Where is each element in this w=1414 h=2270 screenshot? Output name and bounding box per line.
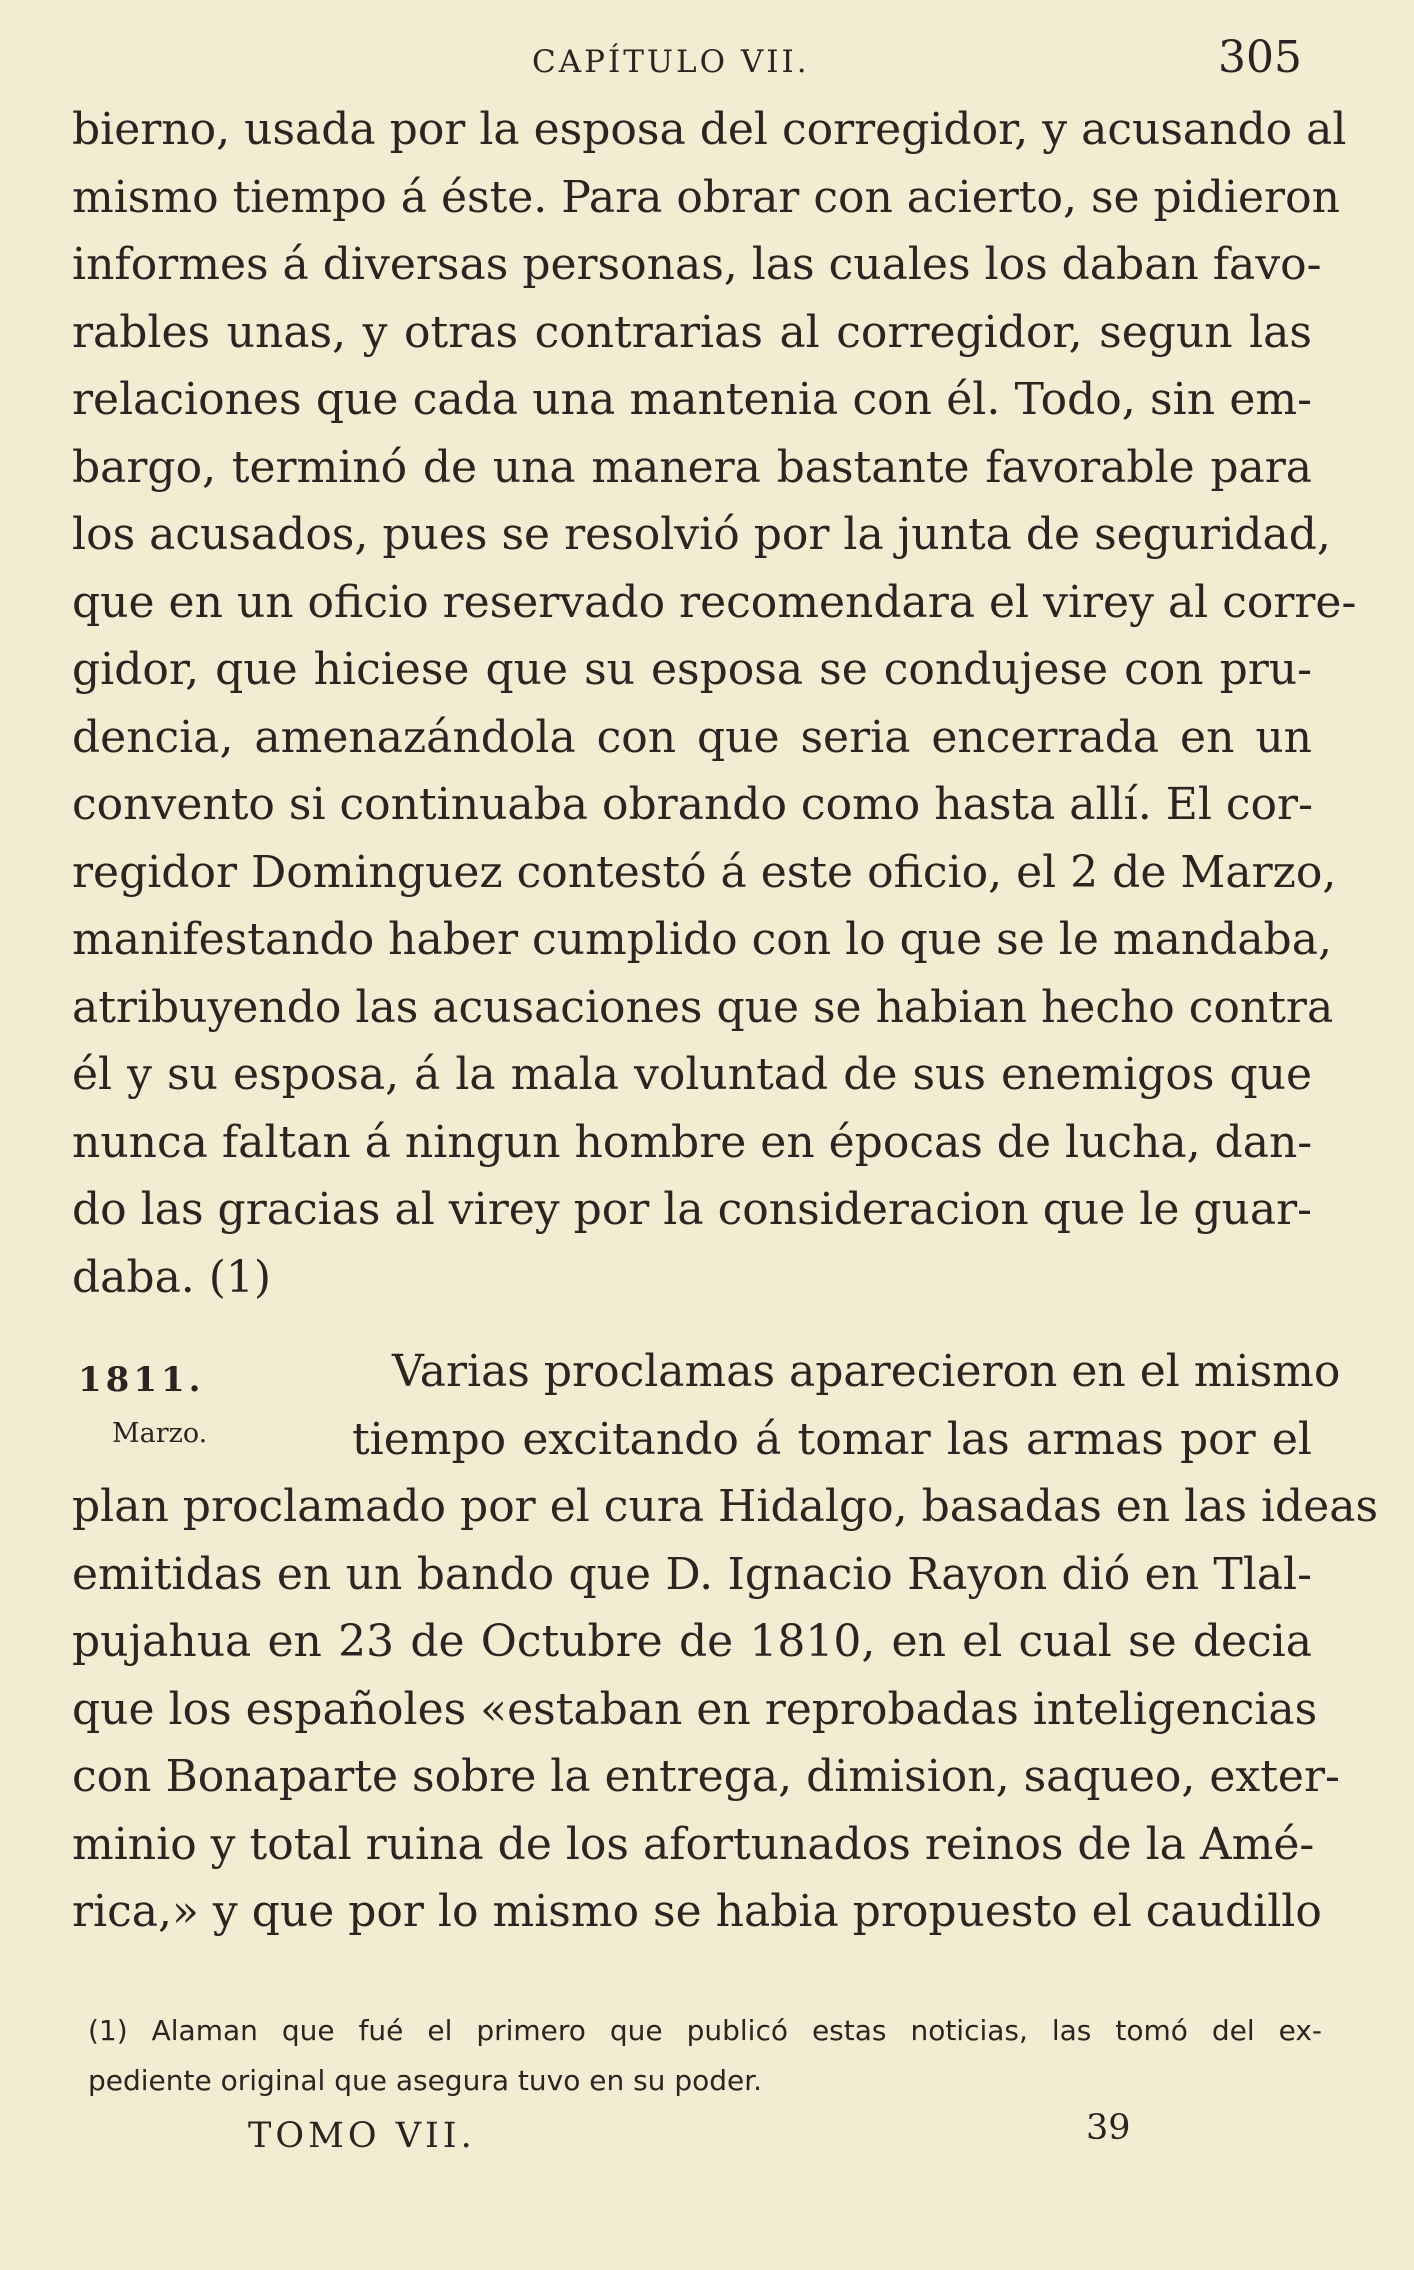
page-number: 305 bbox=[1218, 32, 1302, 83]
text-line: gidor, que hiciese que su esposa se condujese con pru- bbox=[72, 644, 1312, 695]
text-line: rica,» y que por lo mismo se habia propuesto el caudillo bbox=[72, 1886, 1322, 1937]
text-line: los acusados, pues se resolvió por la junta de seguridad, bbox=[72, 509, 1331, 560]
text-line: pujahua en 23 de Octubre de 1810, en el cual se decia bbox=[72, 1616, 1312, 1667]
running-title: CAPÍTULO VII. bbox=[532, 44, 810, 80]
text-line: relaciones que cada una mantenia con él. Todo, sin em- bbox=[72, 374, 1312, 425]
text-line: informes á diversas personas, las cuales los daban favo- bbox=[72, 239, 1322, 290]
text-line: minio y total ruina de los afortunados reinos de la Amé- bbox=[72, 1819, 1315, 1870]
text-line: Varias proclamas aparecieron en el mismo bbox=[392, 1346, 1341, 1397]
text-line: con Bonaparte sobre la entrega, dimision, saqueo, exter- bbox=[72, 1751, 1340, 1802]
footnote-line: (1) Alaman que fué el primero que publicó estas noticias, las tomó del ex- bbox=[88, 2014, 1322, 2047]
text-line: bargo, terminó de una manera bastante favorable para bbox=[72, 442, 1312, 493]
footnote-line: pediente original que asegura tuvo en su poder. bbox=[88, 2064, 763, 2097]
text-line: plan proclamado por el cura Hidalgo, basadas en las ideas bbox=[72, 1481, 1379, 1532]
text-line: mismo tiempo á éste. Para obrar con acierto, se pidieron bbox=[72, 172, 1340, 223]
margin-note-month: Marzo. bbox=[112, 1418, 208, 1449]
text-line: manifestando haber cumplido con lo que se le mandaba, bbox=[72, 914, 1332, 965]
text-line: que los españoles «estaban en reprobadas inteligencias bbox=[72, 1684, 1318, 1735]
page-header bbox=[0, 28, 1414, 88]
text-line: emitidas en un bando que D. Ignacio Rayon dió en Tlal- bbox=[72, 1549, 1312, 1600]
text-line: atribuyendo las acusaciones que se habian hecho contra bbox=[72, 982, 1334, 1033]
text-line: daba. (1) bbox=[72, 1252, 272, 1303]
text-line: rables unas, y otras contrarias al corregidor, segun las bbox=[72, 307, 1312, 358]
text-line: regidor Dominguez contestó á este oficio, el 2 de Marzo, bbox=[72, 847, 1337, 898]
signature-mark: 39 bbox=[1086, 2108, 1131, 2148]
text-line: que en un oficio reservado recomendara el virey al corre- bbox=[72, 577, 1357, 628]
text-line: convento si continuaba obrando como hasta allí. El cor- bbox=[72, 779, 1313, 830]
footer-volume: TOMO VII. bbox=[248, 2116, 476, 2156]
text-line: él y su esposa, á la mala voluntad de sus enemigos que bbox=[72, 1049, 1312, 1100]
text-line: bierno, usada por la esposa del corregidor, y acusando al bbox=[72, 104, 1347, 155]
text-line: do las gracias al virey por la consideracion que le guar- bbox=[72, 1184, 1312, 1235]
margin-note-year: 1811. bbox=[78, 1360, 205, 1400]
text-line: tiempo excitando á tomar las armas por el bbox=[352, 1414, 1312, 1465]
text-line: nunca faltan á ningun hombre en épocas de lucha, dan- bbox=[72, 1117, 1313, 1168]
text-line: dencia, amenazándola con que seria encerrada en un bbox=[72, 712, 1312, 763]
